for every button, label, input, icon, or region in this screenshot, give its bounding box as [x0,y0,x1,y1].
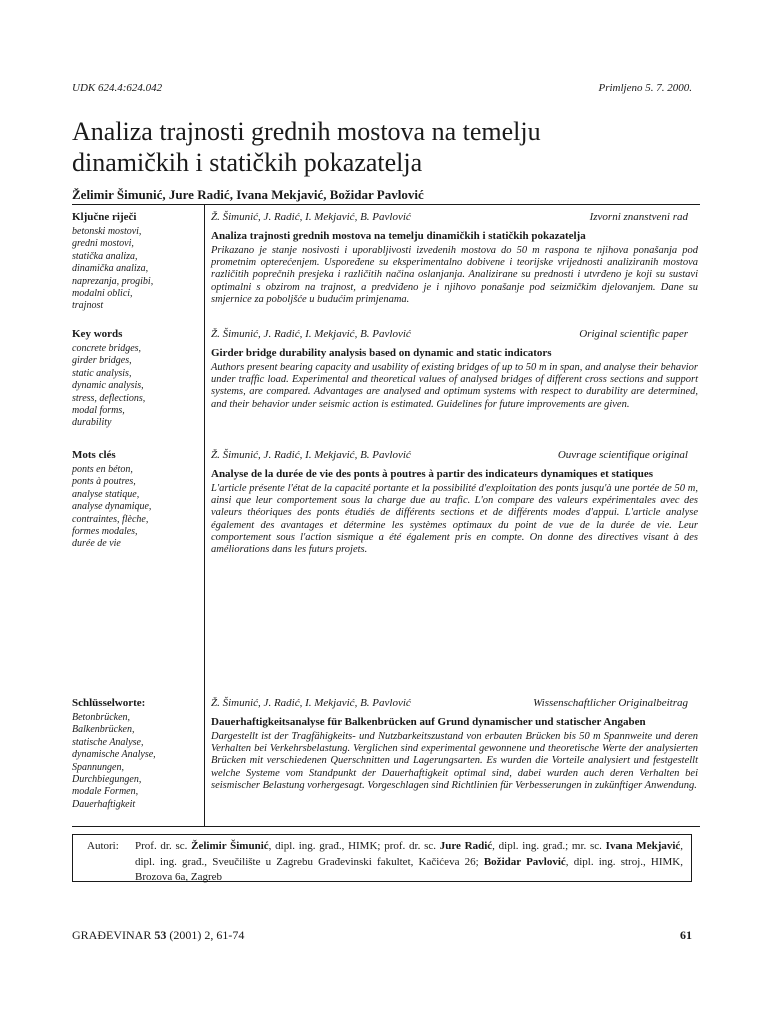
abstract-en [211,328,698,411]
abstract-title: Analiza trajnosti grednih mostova na temelju dinamičkih i statičkih pokazatelja [211,230,586,242]
authors-label: Autori: [87,840,119,852]
keyword: Betonbrücken, [72,712,131,723]
column-divider [204,205,205,826]
keywords-heading: Schlüsselworte: [72,697,146,709]
keyword: naprezanja, progibi, [72,275,154,287]
keyword: dinamička analiza, [72,263,149,275]
abstract-text: L'article présente l'état de la capacité portante et la possibilité d'exploitation des ponts jusqu'à une portée de 50 m, ainsi que leur comportement sous la charge due au trafic. L'on compare des valeurs expérimentales avec des valeurs théoriques des ponts étudiés de différents sections et de différents modes d'appui. L'article analyse également des avantages et détermine les systèmes optimaux du point de vue de la durée de vie. Leur comportement sous l'action sismique a été également pris en compte. On donne des directives visant à des améliorations dans les futurs projets. [211,483,698,556]
author-name: Ivana Mekjavić [605,840,681,852]
paper-type: Ouvrage scientifique original [557,449,688,461]
journal-volume: 53 [154,928,167,942]
keyword: static analysis, [72,367,132,379]
abstract-authors: Ž. Šimunić, J. Radić, I. Mekjavić, B. Pavlović [211,697,411,709]
title-line-2: dinamičkih i statičkih pokazatelja [72,148,423,177]
keyword: durability [72,417,112,429]
keyword: analyse statique, [72,488,140,500]
abstract-title: Analyse de la durée de vie des ponts à poutres à partir des indicateurs dynamiques et statiques [211,468,654,480]
keyword: Spannungen, [72,761,124,773]
keyword: Durchbiegungen, [72,774,142,786]
abstract-text: Dargestellt ist der Tragfähigkeits- und Nutzbarkeitszustand von erbauten Brücken bis 50 m Spannweite und deren Verhalten bei Verkehrsbelastung. Verglichen sind experimental gewonnene und theoretische Werte der analysierten Brücken mit verschiedenen Querschnitten und Lagerungsarten. Es wurden die Vorteile analysiert und festgestellt welche Systeme vom Standpunkt der Dauerhaftigkeit optimal sind, dabei wurden auch deren Verhalten bei seismischer Belastung vorhergesagt. Vorgeschlagen sind Richtlinien für Verbesserungen in zukünftiger Anwendung. [211,731,698,791]
keyword: girder bridges, [72,355,132,367]
keyword: modalni oblici, [72,288,133,300]
abstract-meta [211,449,698,461]
keyword: durée de vie [72,538,121,550]
paper-type: Wissenschaftlicher Originalbeitrag [533,697,688,709]
keyword: analyse dynamique, [72,501,152,513]
keyword: statička analiza, [72,250,138,262]
keyword: trajnost [72,300,104,312]
keywords-heading: Key words [72,328,123,340]
keyword: contraintes, flèche, [72,513,149,525]
abstract-meta [211,211,698,223]
abstract-authors: Ž. Šimunić, J. Radić, I. Mekjavić, B. Pavlović [211,449,411,461]
abstract-meta [211,328,698,340]
author-name: Želimir Šimunić [191,840,269,852]
keyword: ponts à poutres, [72,476,136,488]
authors-affiliations [135,839,683,886]
keyword: Balkenbrücken, [72,724,135,736]
keywords-de [72,697,200,811]
keywords-en [72,328,200,430]
keyword: ponts en béton, [72,464,133,475]
keyword: dynamic analysis, [72,380,144,392]
keyword: concrete bridges, [72,343,142,354]
keywords-heading: Mots clés [72,449,116,461]
keyword: modale Formen, [72,786,139,798]
received-date: Primljeno 5. 7. 2000. [598,82,692,94]
keyword: dynamische Analyse, [72,749,156,761]
authors-affiliation-box [72,834,692,882]
udk-code: UDK 624.4:624.042 [72,82,163,94]
journal-citation [72,928,244,943]
top-divider [72,204,700,205]
keyword: formes modales, [72,526,138,538]
journal-name: GRAĐEVINAR [72,928,152,942]
abstract-de [211,697,698,792]
keyword: Dauerhaftigkeit [72,798,136,810]
abstract-title: Girder bridge durability analysis based on dynamic and static indicators [211,347,552,359]
affiliation-text: , dipl. ing. građ.; mr. sc. [492,840,602,852]
affiliation-text: , dipl. ing. građ., Sveučilište u Zagrebu Građevinski fakultet, Kačićeva 26; [135,840,684,868]
author-name: Božidar Pavlović [483,855,566,868]
abstract-authors: Ž. Šimunić, J. Radić, I. Mekjavić, B. Pavlović [211,211,411,223]
affiliation-text: , dipl. ing. građ., HIMK; prof. dr. sc. [268,840,436,852]
author-name: Jure Radić [439,840,493,852]
affiliation-text: , dipl. ing. stroj., HIMK, Brozova 6a, Zagreb [135,855,683,883]
abstract-fr [211,449,698,556]
abstract-text: Authors present bearing capacity and usability of existing bridges of up to 50 m in span, and analyse their behavior under traffic load. Experimental and theoretical values of analysed bridges of different cross sections and support systems, are compared. Advantages are analysed and optimum systems with respect to durability are determined, and their behavior under seismic action is estimated. Guidelines for future improvements are given. [211,362,698,410]
bottom-divider [72,826,700,827]
affiliation-text: Prof. dr. sc. [135,840,188,852]
keyword: statische Analyse, [72,736,144,748]
keyword: stress, deflections, [72,392,146,404]
keywords-fr [72,449,200,551]
paper-type: Izvorni znanstveni rad [589,211,688,223]
abstract-hr [211,211,698,306]
abstract-title: Dauerhaftigkeitsanalyse für Balkenbrücken auf Grund dynamischer und statischer Angaben [211,716,646,728]
title-line-1: Analiza trajnosti grednih mostova na temelju [72,117,541,146]
abstract-meta [211,697,698,709]
keyword: betonski mostovi, [72,226,142,237]
keyword: gredni mostovi, [72,238,134,250]
author-list: Želimir Šimunić, Jure Radić, Ivana Mekjavić, Božidar Pavlović [72,187,424,202]
paper-type: Original scientific paper [579,328,688,340]
keywords-heading: Ključne riječi [72,211,137,223]
keywords-hr [72,211,200,313]
paper-title [72,116,702,178]
abstract-text: Prikazano je stanje nosivosti i uporabljivosti izvedenih mostova do 50 m raspona te njihova ponašanja pod prometnim opterećenjem. Uspoređene su eksperimentalno dobivene i teorijske vrijednosti analiziranih mostova različitih poprečnih presjeka i različitih načina oslanjanja. Analizirane su prednosti i utvrđeno je koji su sustavi optimalni s obzirom na trajnost, a predviđeno je i njihovo ponašanje pod seizmičkim djelovanjem. Dane su smjernice za poboljšće u budućim primjenama. [211,245,698,305]
journal-issue: (2001) 2, 61-74 [169,928,245,942]
abstract-authors: Ž. Šimunić, J. Radić, I. Mekjavić, B. Pavlović [211,328,411,340]
keyword: modal forms, [72,405,125,417]
page-number: 61 [680,928,692,942]
